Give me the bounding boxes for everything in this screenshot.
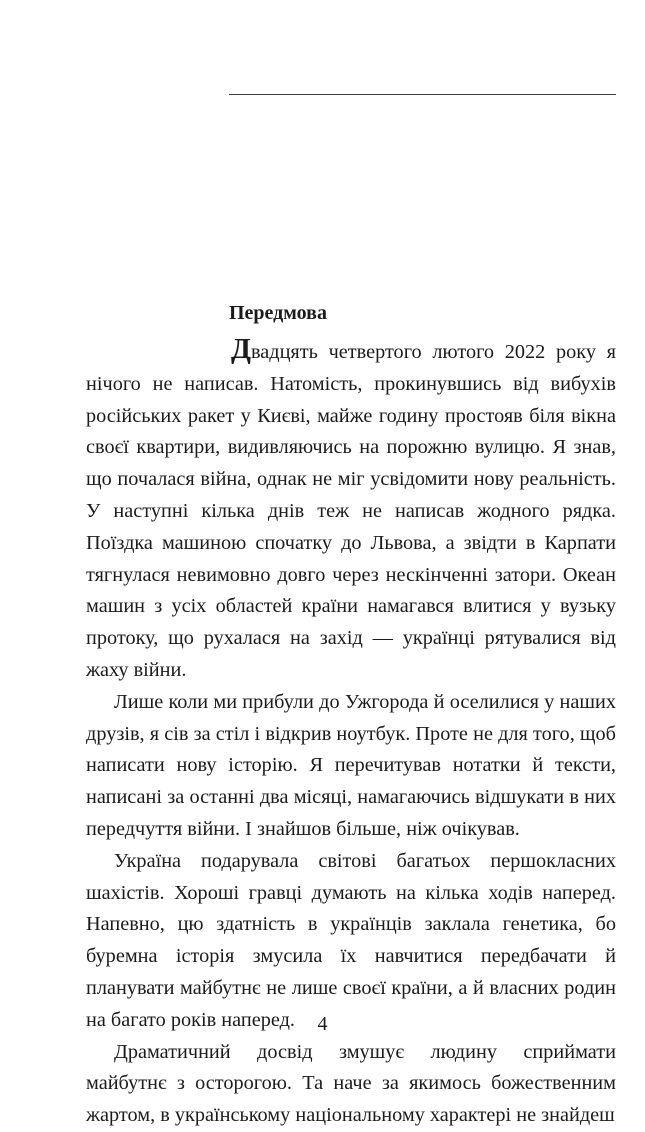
paragraph-1 (86, 333, 616, 687)
page-number: 4 (317, 1013, 328, 1035)
paragraph-4: Драматичний досвід змушує людину сприймати майбутнє з осторогою. Та наче за якимось божественним жартом, в українському національному характері не знайдеш (86, 1040, 616, 1127)
section-heading: Передмова (229, 302, 327, 324)
header-rule (229, 94, 616, 95)
paragraph-3: Україна подарувала світові багатьох першокласних шахістів. Хороші гравці думають на кілька ходів наперед. Напевно, цю здатність в українців заклала генетика, бо буремна історія змусила їх навчитися передбачати й планувати майбутнє не лише своєї країни, а й власних родин на багато років наперед. (86, 849, 616, 1031)
paragraph-2: Лише коли ми прибули до Ужгорода й оселилися у наших друзів, я сів за стіл і відкрив ноутбук. Проте не для того, щоб написати нову історію. Я перечитував нотатки й тексти, написані за останні два місяці, намагаючись відшукати в них передчуття війни. І знайшов більше, ніж очікував. (86, 690, 616, 840)
dropcap-letter: Д (231, 333, 251, 365)
paragraph-1-text: вадцять четвертого лютого 2022 року я нічого не написав. Натомість, прокинувшись від вибухів російських ракет у Києві, майже годину простояв біля вікна своєї квартири, видивляючись на порожню вулицю. Я знав, що почалася війна, однак не міг усвідомити нову реальність. У наступні кілька днів теж не написав жодного рядка. Поїздка машиною спочатку до Львова, а звідти в Карпати тягнулася невимовно довго через нескінченні затори. Океан машин з усіх областей країни намагався влитися у вузьку протоку, що рухалася на захід — українці рятувалися від жаху війни. (86, 341, 616, 681)
